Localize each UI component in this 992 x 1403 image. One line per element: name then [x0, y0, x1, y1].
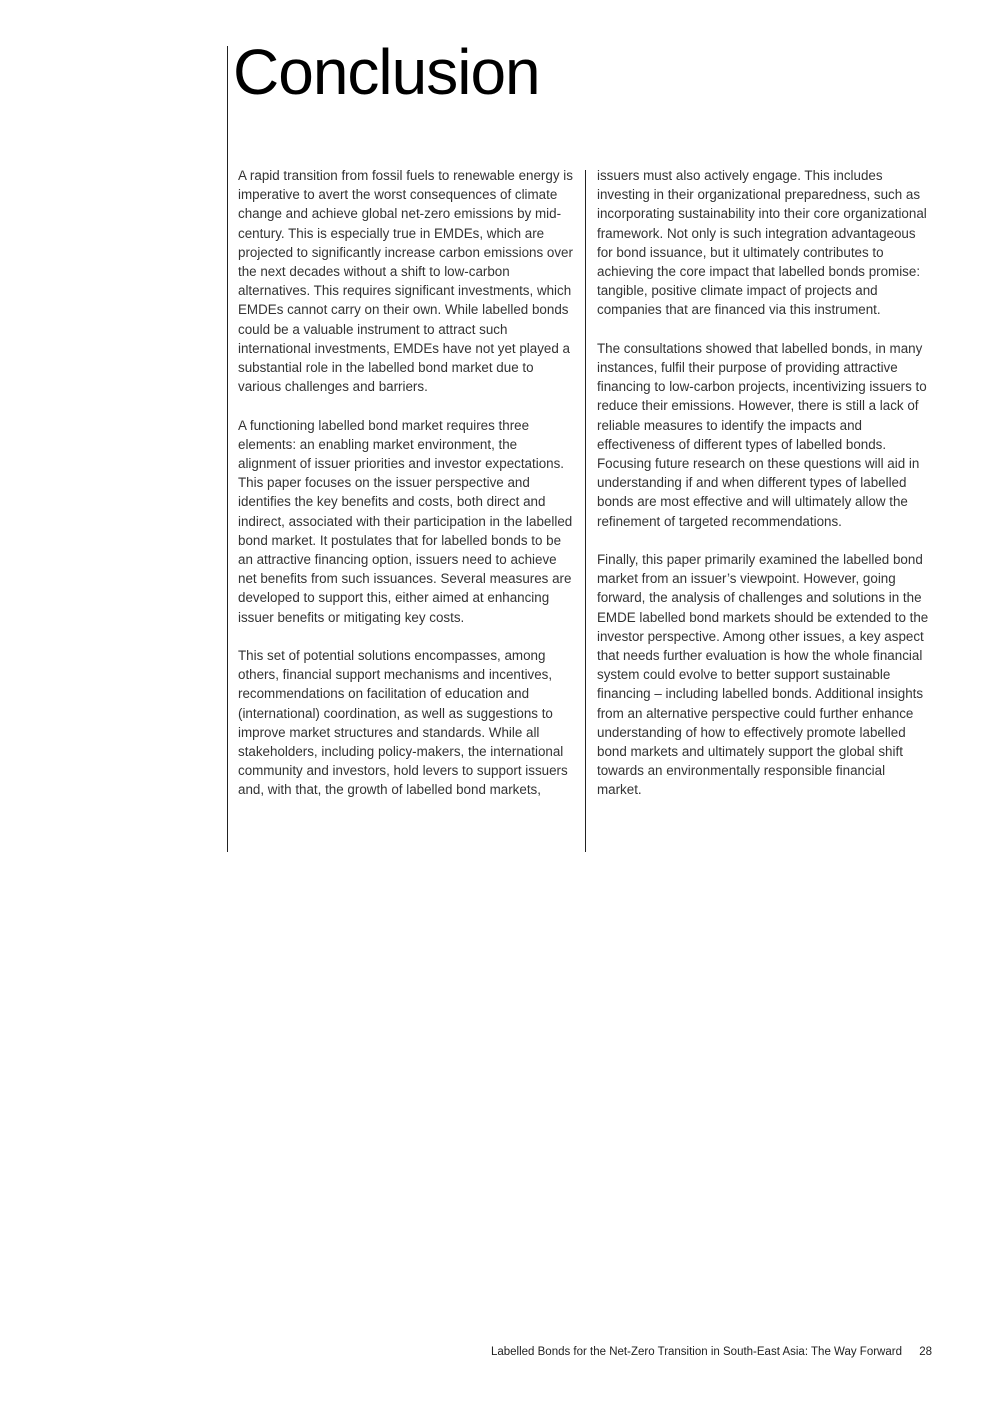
page-number: 28: [919, 1346, 932, 1358]
title-rule: [227, 46, 228, 852]
page-title: Conclusion: [233, 36, 540, 108]
paragraph: A functioning labelled bond market requires three elements: an enabling market environment, the alignment of issuer priorities and investor expectations. This paper focuses on the issuer perspective and identifies the key benefits and costs, both direct and indirect, associated with their participation in the labelled bond market. It postulates that for labelled bonds to be an attractive financing option, issuers need to achieve net benefits from such issuances. Several measures are developed to support this, either aimed at enhancing issuer benefits or mitigating key costs.: [238, 417, 573, 625]
paragraph: This set of potential solutions encompasses, among others, financial support mechanisms and incentives, recommendations on facilitation of education and (international) coordination, as well as suggestions to improve market structures and standards. While all stakeholders, including policy-makers, the international community and investors, hold levers to support issuers and, with that, the growth of labelled bond markets,: [238, 648, 568, 798]
column-divider: [585, 170, 586, 852]
right-column: [597, 166, 932, 800]
footer-publication: Labelled Bonds for the Net-Zero Transition in South-East Asia:: [490, 1346, 809, 1358]
left-column: [238, 166, 576, 800]
paragraph: issuers must also actively engage. This includes investing in their organizational preparedness, such as incorporating sustainability into their core organizational framework. Not only is such integration advantageous for bond issuance, but it ultimately contributes to achieving the core impact that labelled bonds promise: tangible, positive climate impact of projects and companies that are financed via this instrument.: [597, 168, 927, 318]
page-footer: [0, 1346, 932, 1358]
paragraph: The consultations showed that labelled bonds, in many instances, fulfil their purpose of providing attractive financing to low-carbon projects, incentivizing issuers to reduce their emissions. However, there is still a lack of reliable measures to identify the impacts and effectiveness of different types of labelled bonds. Focusing future research on these questions will aid in understanding if and when different types of labelled bonds are most effective and will ultimately allow the refinement of targeted recommendations.: [597, 340, 927, 529]
paragraph: A rapid transition from fossil fuels to renewable energy is imperative to avert the worst consequences of climate change and achieve global net-zero emissions by mid-century. This is especially true in EMDEs, which are projected to significantly increase carbon emissions over the next decades without a shift to low-carbon alternatives. This requires significant investments, which EMDEs cannot carry on their own. While labelled bonds could be a valuable instrument to attract such international investments, EMDEs have not yet played a substantial role in the labelled bond market due to various challenges and barriers.: [238, 168, 573, 395]
paragraph: Finally, this paper primarily examined the labelled bond market from an issuer’s viewpoint. However, going forward, the analysis of challenges and solutions in the EMDE labelled bond markets should be extended to the investor perspective. Among other issues, a key aspect that needs further evaluation is how the whole financial system could evolve to better support sustainable financing – including labelled bonds. Additional insights from an alternative perspective could further enhance understanding of how to effectively promote labelled bond markets and ultimately support the global shift towards an environmentally responsible financial market.: [597, 552, 929, 798]
footer-subtitle: The Way Forward: [811, 1346, 902, 1358]
